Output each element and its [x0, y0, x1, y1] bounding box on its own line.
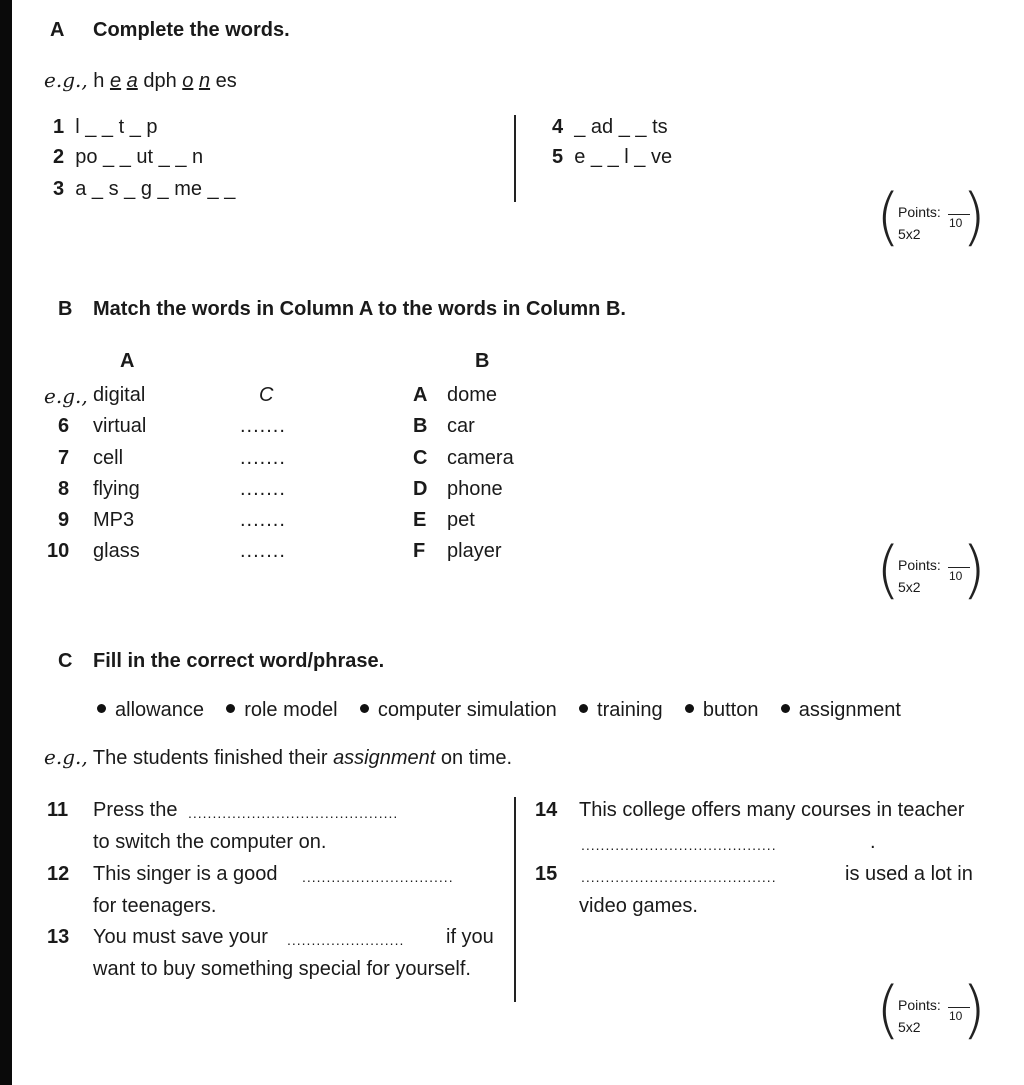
- item-text: po _ _ ut _ _ n: [75, 146, 204, 168]
- answer-blank[interactable]: ...........................................: [188, 805, 399, 821]
- b-option-letter: B: [413, 415, 428, 437]
- a-item-3: [53, 178, 235, 201]
- section-c-instruction: Fill in the correct word/phrase.: [93, 650, 385, 672]
- b-item-word: flying: [93, 478, 140, 500]
- section-c-letter: C: [58, 650, 73, 672]
- b-option-letter: C: [413, 447, 428, 469]
- word-bank-item: [226, 699, 337, 721]
- answer-blank[interactable]: .......: [240, 415, 286, 437]
- b-example-label: e.g.,: [44, 384, 88, 408]
- a-item-2: [53, 146, 203, 169]
- c-item-text: if you: [446, 926, 494, 948]
- word-bank-item: [360, 699, 557, 721]
- b-option-letter: E: [413, 509, 427, 531]
- section-a-instruction: Complete the words.: [93, 19, 290, 41]
- b-item-number: 8: [58, 478, 70, 500]
- page-edge: [0, 0, 12, 1085]
- word-bank-word: assignment: [798, 699, 901, 721]
- word-bank-item: [579, 699, 663, 721]
- item-text: a _ s _ g _ me _ _: [75, 178, 236, 200]
- bullet-icon: [579, 704, 588, 713]
- item-number: 2: [53, 146, 65, 168]
- paren: (: [876, 180, 901, 253]
- answer-blank[interactable]: .......: [240, 447, 286, 469]
- c-item-text: to switch the computer on.: [93, 831, 327, 853]
- b-option-word: pet: [447, 509, 475, 531]
- column-a-header: A: [120, 350, 135, 372]
- b-item-word: virtual: [93, 415, 147, 437]
- example-letter: a: [126, 70, 138, 92]
- paren: (: [876, 533, 901, 606]
- points-multiplier: 5x2: [898, 579, 921, 595]
- b-item-word: MP3: [93, 509, 135, 531]
- section-a-letter: A: [50, 19, 65, 41]
- points-total: 10: [949, 569, 963, 583]
- answer-blank[interactable]: ...............................: [302, 869, 454, 885]
- points-label: Points:: [898, 204, 941, 220]
- example-answer: assignment: [333, 747, 436, 769]
- c-item-text: This college offers many courses in teacher: [579, 799, 965, 821]
- paren: ): [961, 180, 986, 253]
- example-text: on time.: [435, 747, 513, 769]
- b-item-word: cell: [93, 447, 124, 469]
- word-bank-word: role model: [244, 699, 338, 721]
- paren: ): [961, 533, 986, 606]
- example-label: e.g.,: [44, 745, 88, 769]
- points-multiplier: 5x2: [898, 226, 921, 242]
- paren: ): [961, 973, 986, 1046]
- item-number: 3: [53, 178, 65, 200]
- item-text: e _ _ l _ ve: [574, 146, 673, 168]
- word-bank-word: computer simulation: [377, 699, 557, 721]
- divider: [514, 797, 516, 1002]
- word-bank-word: allowance: [115, 699, 204, 721]
- b-option-word: camera: [447, 447, 514, 469]
- section-b-points: [876, 533, 986, 606]
- b-item-word: glass: [93, 540, 140, 562]
- example-text: The students finished their: [92, 747, 334, 769]
- item-number: 5: [552, 146, 564, 168]
- section-c-points: [876, 973, 986, 1046]
- points-multiplier: 5x2: [898, 1019, 921, 1035]
- a-item-5: [552, 146, 672, 169]
- c-item-text: want to buy something special for yourself.: [93, 958, 471, 980]
- example-part: dph: [137, 70, 183, 92]
- section-b-instruction: Match the words in Column A to the words in Column B.: [93, 298, 626, 320]
- c-item-number: 11: [47, 799, 69, 821]
- points-total: 10: [949, 216, 963, 230]
- b-option-letter: F: [413, 540, 426, 562]
- word-bank: [97, 699, 901, 722]
- c-item-text: You must save your: [93, 926, 268, 948]
- paren: (: [876, 973, 901, 1046]
- b-example-word: digital: [93, 384, 146, 406]
- c-item-text: for teenagers.: [93, 895, 217, 917]
- b-item-number: 9: [58, 509, 70, 531]
- item-number: 4: [552, 116, 564, 138]
- example-letter: n: [198, 70, 211, 92]
- c-item-number: 15: [535, 863, 558, 885]
- points-label: Points:: [898, 557, 941, 573]
- a-item-1: [53, 116, 158, 139]
- section-b-letter: B: [58, 298, 73, 320]
- points-label: Points:: [898, 997, 941, 1013]
- c-item-number: 13: [47, 926, 70, 948]
- points-total: 10: [949, 1009, 963, 1023]
- section-a-points: [876, 180, 986, 253]
- example-letter: o: [182, 70, 194, 92]
- b-option-word: dome: [447, 384, 498, 406]
- example-label: e.g.,: [44, 68, 88, 92]
- c-item-number: 14: [535, 799, 558, 821]
- section-a-example: [44, 68, 237, 93]
- column-b-header: B: [475, 350, 490, 372]
- answer-blank[interactable]: .......: [240, 509, 286, 531]
- bullet-icon: [685, 704, 694, 713]
- word-bank-item: [97, 699, 204, 721]
- example-part: h: [93, 70, 110, 92]
- b-item-number: 6: [58, 415, 70, 437]
- example-part: es: [210, 70, 237, 92]
- b-option-word: car: [447, 415, 475, 437]
- b-option-word: player: [447, 540, 502, 562]
- b-option-letter: D: [413, 478, 428, 500]
- bullet-icon: [97, 704, 106, 713]
- bullet-icon: [226, 704, 235, 713]
- item-text: _ ad _ _ ts: [574, 116, 668, 138]
- bullet-icon: [360, 704, 369, 713]
- answer-blank[interactable]: ........................: [287, 932, 405, 948]
- answer-blank[interactable]: .......: [240, 540, 286, 562]
- c-item-number: 12: [47, 863, 70, 885]
- example-letter: e: [109, 70, 122, 92]
- answer-blank[interactable]: ........................................: [581, 869, 777, 885]
- b-item-number: 10: [47, 540, 70, 562]
- item-text: l _ _ t _ p: [75, 116, 158, 138]
- c-item-text: Press the: [93, 799, 178, 821]
- b-option-letter: A: [413, 384, 428, 406]
- bullet-icon: [781, 704, 790, 713]
- a-item-4: [552, 116, 668, 139]
- answer-blank[interactable]: .......: [240, 478, 286, 500]
- b-item-number: 7: [58, 447, 70, 469]
- b-example-answer: C: [259, 384, 274, 406]
- item-number: 1: [53, 116, 65, 138]
- answer-blank[interactable]: ........................................: [581, 837, 777, 853]
- c-item-text: This singer is a good: [93, 863, 278, 885]
- c-example: [44, 745, 512, 770]
- word-bank-item: [781, 699, 901, 721]
- c-item-text: is used a lot in: [845, 863, 973, 885]
- word-bank-word: training: [597, 699, 663, 721]
- b-option-word: phone: [447, 478, 503, 500]
- word-bank-item: [685, 699, 759, 721]
- word-bank-word: button: [702, 699, 759, 721]
- c-item-text: video games.: [579, 895, 698, 917]
- divider: [514, 115, 516, 202]
- c-item-text: .: [870, 831, 876, 853]
